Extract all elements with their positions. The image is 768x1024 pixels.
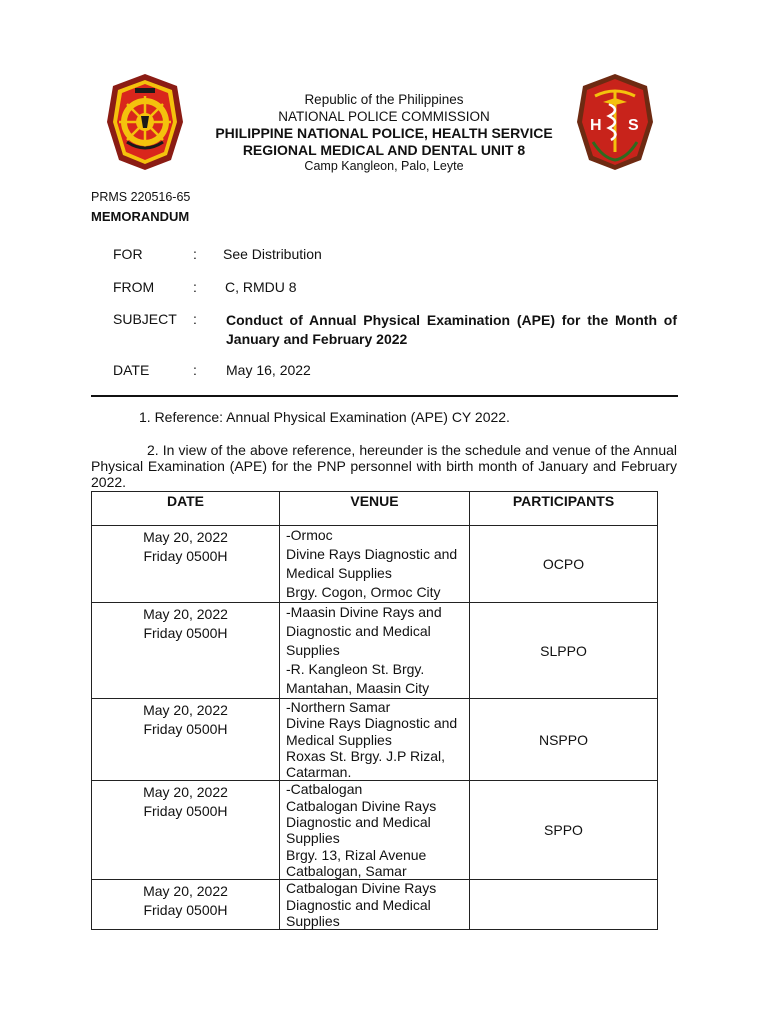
row-participants: SPPO — [470, 781, 658, 880]
date-label: DATE — [113, 362, 150, 378]
table-row — [92, 526, 658, 603]
venue-line: Catbalogan Divine Rays — [286, 797, 437, 814]
header-participants: PARTICIPANTS — [470, 492, 658, 526]
venue-line: Divine Rays Diagnostic and — [286, 546, 458, 562]
schedule-table — [91, 491, 658, 930]
row-time: Friday 0500H — [143, 721, 228, 737]
row-date: May 20, 2022 — [143, 529, 228, 545]
venue-line: Diagnostic and Medical — [286, 623, 431, 639]
table-row — [92, 603, 658, 699]
from-label: FROM — [113, 279, 155, 295]
row-date: May 20, 2022 — [143, 606, 228, 622]
venue-line: Diagnostic and Medical — [286, 814, 431, 831]
row-date-cell — [92, 880, 280, 930]
row-date-cell — [92, 699, 280, 781]
date-colon: : — [193, 362, 197, 378]
venue-line: Medical Supplies — [286, 565, 392, 581]
venue-line: Brgy. Cogon, Ormoc City — [286, 584, 441, 600]
header-line-napolcom: NATIONAL POLICE COMMISSION — [278, 108, 490, 124]
paragraph-schedule — [91, 442, 677, 490]
pnp-seal-logo — [105, 72, 185, 172]
venue-line: Mantahan, Maasin City — [286, 680, 430, 696]
from-colon: : — [193, 279, 197, 295]
row-date: May 20, 2022 — [143, 784, 228, 801]
for-colon: : — [193, 246, 197, 262]
row-time: Friday 0500H — [143, 902, 228, 919]
subject-value: Conduct of Annual Physical Examination (APE) for the Month of January and February 2022 — [226, 312, 677, 347]
row-venue-cell — [280, 526, 470, 603]
health-service-seal-logo — [575, 72, 655, 172]
venue-line: Medical Supplies — [286, 731, 392, 748]
row-venue-cell — [280, 699, 470, 781]
row-participants: NSPPO — [470, 699, 658, 781]
venue-line: Divine Rays Diagnostic and — [286, 715, 458, 732]
venue-line: -Northern Samar — [286, 699, 391, 715]
header-date: DATE — [92, 492, 280, 526]
venue-line: Supplies — [286, 913, 340, 930]
row-date: May 20, 2022 — [143, 883, 228, 900]
table-row — [92, 781, 658, 880]
header-venue: VENUE — [280, 492, 470, 526]
row-participants: OCPO — [470, 526, 658, 603]
row-participants: SLPPO — [470, 603, 658, 699]
venue-line: Brgy. 13, Rizal Avenue — [286, 846, 427, 863]
venue-line: -R. Kangleon St. Brgy. — [286, 661, 425, 677]
venue-line: Supplies — [286, 642, 340, 658]
venue-line: Catarman. — [286, 764, 352, 781]
for-label: FOR — [113, 246, 143, 262]
row-time: Friday 0500H — [143, 625, 228, 641]
venue-line: -Catbalogan — [286, 781, 363, 798]
memo-heading: MEMORANDUM — [91, 209, 190, 224]
for-value: See Distribution — [223, 246, 322, 262]
venue-line: -Maasin Divine Rays and — [286, 604, 442, 620]
date-value: May 16, 2022 — [226, 362, 311, 378]
row-time: Friday 0500H — [143, 548, 228, 564]
header-line-republic: Republic of the Philippines — [304, 92, 464, 107]
from-value: C, RMDU 8 — [225, 279, 297, 295]
row-date: May 20, 2022 — [143, 702, 228, 718]
row-venue-cell — [280, 603, 470, 699]
paragraph-schedule-text: 2. In view of the above reference, hereunder is the schedule and venue of the Annual Physical Examination (APE) for the PNP personnel with birth month of January and February 2022. — [91, 442, 677, 490]
venue-line: -Ormoc — [286, 527, 333, 543]
hs-letters-right: S — [628, 117, 639, 134]
letterhead — [200, 92, 568, 175]
row-date-cell — [92, 781, 280, 880]
venue-line: Diagnostic and Medical — [286, 896, 431, 913]
hs-letters-left: H — [590, 117, 602, 134]
venue-line: Roxas St. Brgy. J.P Rizal, — [286, 747, 445, 764]
venue-line: Catbalogan, Samar — [286, 862, 407, 879]
paragraph-reference: 1. Reference: Annual Physical Examination (APE) CY 2022. — [139, 409, 510, 425]
row-date-cell — [92, 603, 280, 699]
header-line-address: Camp Kangleon, Palo, Leyte — [304, 159, 464, 173]
venue-line: Catbalogan Divine Rays — [286, 880, 437, 897]
row-participants — [470, 880, 658, 930]
venue-line: Supplies — [286, 830, 340, 847]
table-row — [92, 699, 658, 781]
row-venue-cell — [280, 880, 470, 930]
subject-colon: : — [193, 311, 197, 327]
row-venue-cell — [280, 781, 470, 880]
header-line-rmdu: REGIONAL MEDICAL AND DENTAL UNIT 8 — [242, 141, 526, 158]
reference-number: PRMS 220516-65 — [91, 190, 191, 204]
row-date-cell — [92, 526, 280, 603]
header-line-pnp-hs: PHILIPPINE NATIONAL POLICE, HEALTH SERVICE — [215, 125, 553, 141]
row-time: Friday 0500H — [143, 803, 228, 820]
horizontal-rule — [91, 395, 678, 397]
subject-label: SUBJECT — [113, 311, 177, 327]
table-row — [92, 880, 658, 930]
table-header-row — [92, 492, 658, 526]
